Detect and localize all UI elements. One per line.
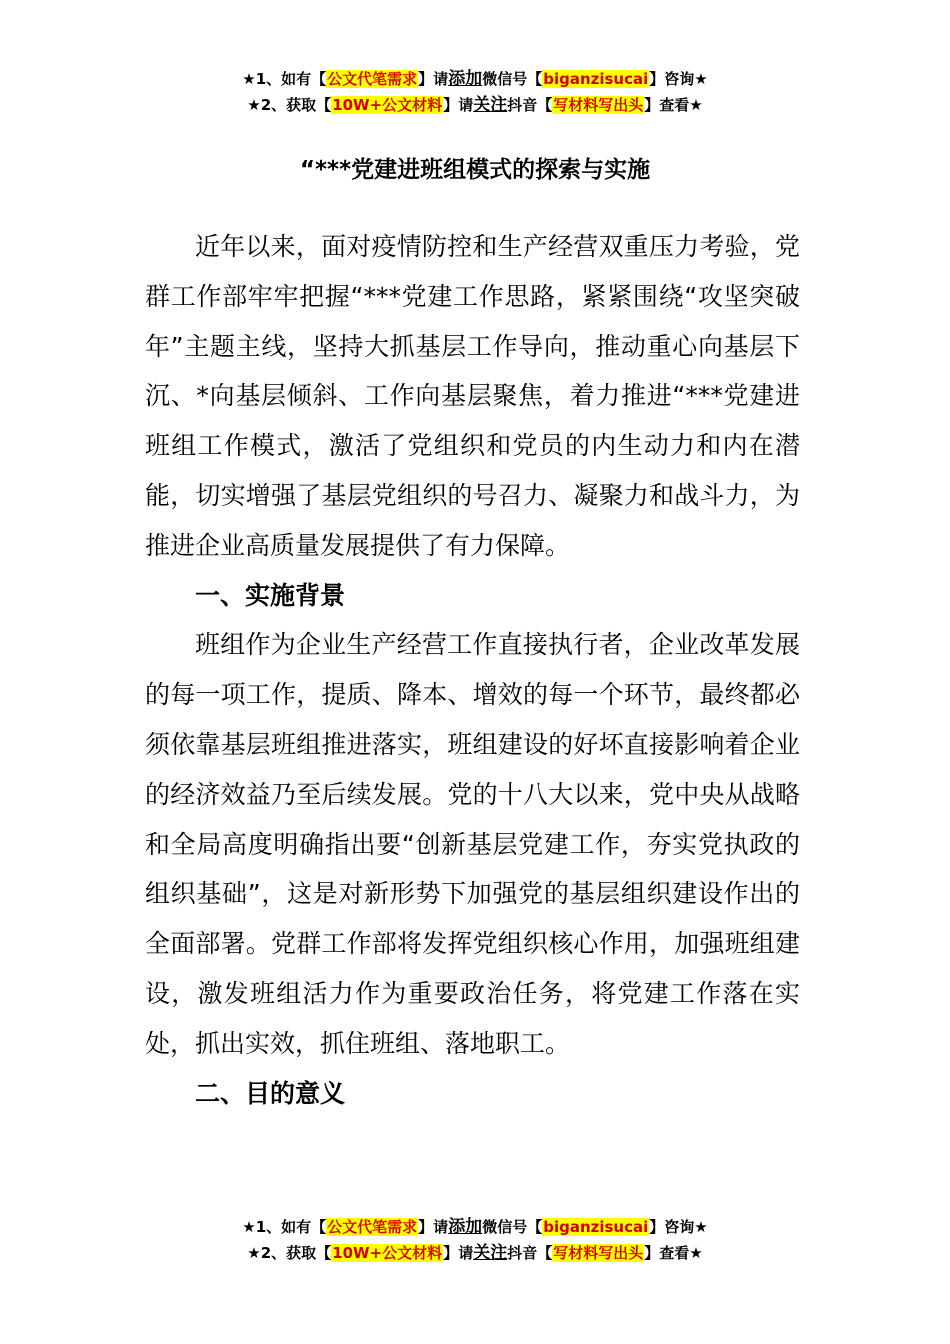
banner-text: 】请: [443, 1244, 474, 1262]
banner-text: ★2、获取【: [247, 96, 332, 114]
header-banner: [0, 66, 950, 118]
banner-text: 】咨询★: [649, 1218, 708, 1236]
banner-text: 】请: [443, 96, 474, 114]
douyin-account: 写材料写出头: [553, 96, 644, 114]
underlined-text: 关注: [473, 1243, 508, 1263]
douyin-account: 写材料写出头: [553, 1244, 644, 1262]
document-title: “***党建进班组模式的探索与实施: [299, 157, 651, 183]
wechat-id: biganzisucai: [543, 70, 649, 88]
banner-text: ★1、如有【: [242, 1218, 327, 1236]
highlight-text: 公文代笔需求: [327, 70, 418, 88]
section-heading-2: 二、目的意义: [195, 1078, 346, 1108]
banner-text: ★2、获取【: [247, 1244, 332, 1262]
background-paragraph: 班组作为企业生产经营工作直接执行者，企业改革发展的每一项工作，提质、降本、增效的每一个环节，最终都必须依靠基层班组推进落实，班组建设的好坏直接影响着企业的经济效益乃至后续发展。党的十八大以来，党中央从战略和全局高度明确指出要“创新基层党建工作，夯实党执政的组织基础”，这是对新形势下加强党的基层组织建设作出的全面部署。党群工作部将发挥党组织核心作用，加强班组建设，激发班组活力作为重要政治任务，将党建工作落在实处，抓出实效，抓住班组、落地职工。: [145, 630, 800, 1058]
intro-paragraph: 近年以来，面对疫情防控和生产经营双重压力考验，党群工作部牢牢把握“***党建工作思路，紧紧围绕“攻坚突破年”主题主线，坚持大抓基层工作导向，推动重心向基层下沉、*向基层倾斜、工作向基层聚焦，着力推进“***党建进班组工作模式，激活了党组织和党员的内生动力和内在潜能，切实增强了基层党组织的号召力、凝聚力和战斗力，为推进企业高质量发展提供了有力保障。: [145, 232, 800, 560]
banner-line-1: [0, 66, 950, 92]
highlight-text: 公文代笔需求: [327, 1218, 418, 1236]
banner-line-2: [0, 1240, 950, 1266]
footer-banner: [0, 1214, 950, 1266]
underlined-text: 关注: [473, 95, 508, 115]
banner-text: 】请: [418, 70, 449, 88]
underlined-text: 添加: [448, 69, 483, 89]
banner-text: 微信号【: [482, 70, 543, 88]
banner-text: 抖音【: [507, 1244, 553, 1262]
banner-text: 】查看★: [644, 96, 703, 114]
banner-line-2: [0, 92, 950, 118]
banner-text: 】查看★: [644, 1244, 703, 1262]
banner-line-1: [0, 1214, 950, 1240]
highlight-text: 10W+公文材料: [332, 1244, 443, 1262]
banner-text: 抖音【: [507, 96, 553, 114]
banner-text: 微信号【: [482, 1218, 543, 1236]
banner-text: ★1、如有【: [242, 70, 327, 88]
highlight-text: 10W+公文材料: [332, 96, 443, 114]
banner-text: 】咨询★: [649, 70, 708, 88]
underlined-text: 添加: [448, 1217, 483, 1237]
section-heading-1: 一、实施背景: [195, 580, 346, 610]
banner-text: 】请: [418, 1218, 449, 1236]
wechat-id: biganzisucai: [543, 1218, 649, 1236]
document-body: [145, 222, 800, 1118]
